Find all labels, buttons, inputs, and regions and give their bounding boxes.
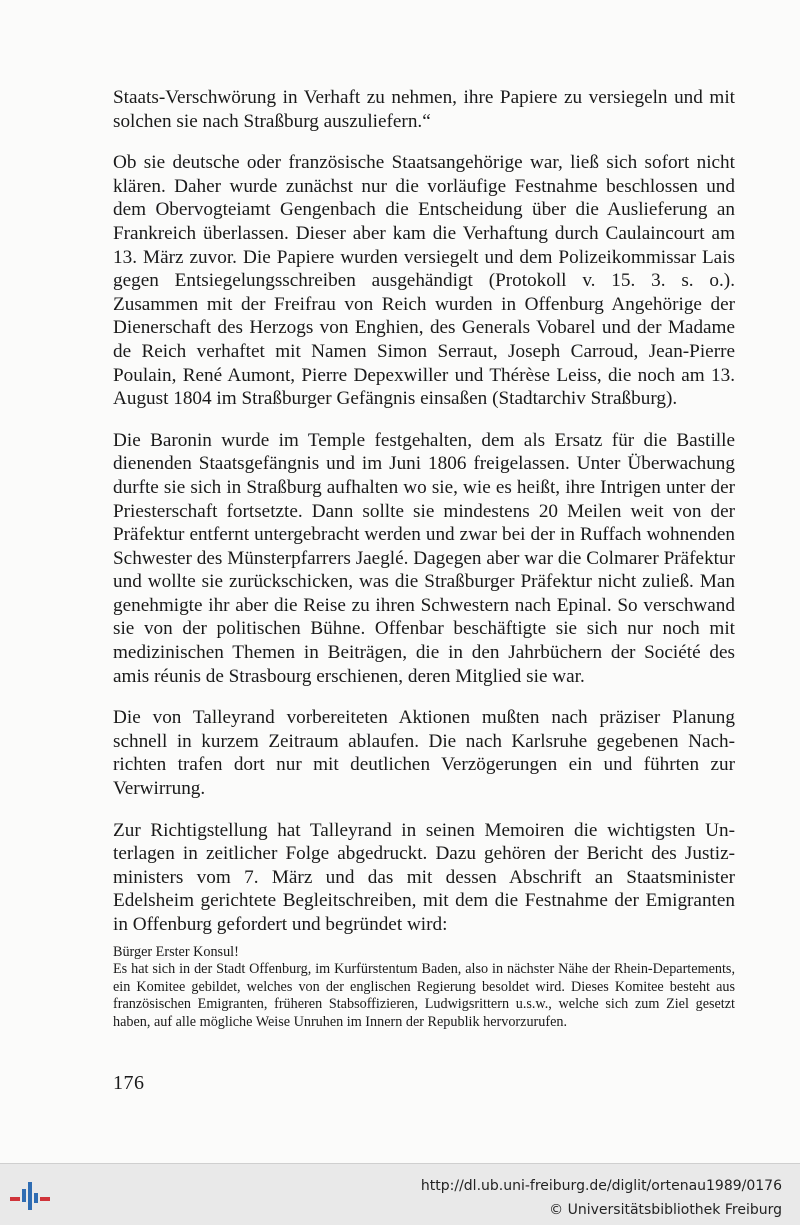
quote-salutation: Bürger Erster Konsul!: [113, 944, 239, 960]
ub-freiburg-logo-icon[interactable]: [8, 1178, 52, 1214]
quote-text: Es hat sich in der Stadt Offenburg, im Kurfürstentum Baden, also in nächster Nähe der Rhein-Departements, ein Komitee gebildet, welches von der englischen Regierung besoldet wird. Dieses Komitee besteht aus französischen Emigranten, früheren Stabsoffizieren, Ludwigsrittern u.s.w., welche sich zum Ziel gesetzt haben, auf alle mögliche Weise Unruhen im Innern der Republik hervorzurufen.: [113, 961, 735, 1030]
document-url-link[interactable]: http://dl.ub.uni-freiburg.de/diglit/ortenau1989/0176: [420, 1178, 782, 1194]
block-quote: [113, 944, 735, 1031]
body-text: [113, 86, 735, 955]
footer-bar: [0, 1163, 800, 1225]
paragraph: Die von Talleyrand vorbereiteten Aktionen mußten nach präziser Planung schnell in kurzem Zeitraum ablaufen. Die nach Karlsruhe gegebenen Nachrichten trafen dort nur mit deutlichen Verzögerungen ein und führten zur Verwirrung.: [113, 707, 735, 800]
page-number: 176: [113, 1072, 145, 1094]
paragraph: Die Baronin wurde im Temple festgehalten, dem als Ersatz für die Bastille dienenden Staatsgefängnis und im Juni 1806 freigelassen. Unter Überwachung durfte sie sich in Straßburg aufhalten wo sie, wie es heißt, ihre Intrigen unter der Priesterschaft fortsetzte. Dann sollte sie mindestens 20 Meilen weit von der Präfektur entfernt untergebracht werden und zwar bei der in Ruffach wohnenden Schwester des Münsterpfarrers Jaeglé. Dagegen aber war die Colmarer Präfektur und wollte sie zurückschicken, was die Straßburger Präfektur nicht zuließ. Man genehmigte ihr aber die Reise zu ihren Schwestern nach Epinal. So verschwand sie von der politischen Bühne. Offenbar beschäftigte sie sich nur noch mit medizinischen Themen in Beiträgen, die in den Jahrbüchern der Société des amis réunis de Strasbourg erschienen, deren Mitglied sie war.: [113, 429, 735, 687]
copyright-notice: © Universitätsbibliothek Freiburg: [549, 1202, 782, 1218]
paragraph: Staats-Verschwörung in Verhaft zu nehmen, ihre Papiere zu versiegeln und mit solchen sie nach Straßburg auszuliefern.“: [113, 87, 735, 132]
paragraph: Zur Richtigstellung hat Talleyrand in seinen Memoiren die wichtigsten Unterlagen in zeitlicher Folge abgedruckt. Dazu gehören der Bericht des Justizministers vom 7. März und das mit dessen Abschrift an Staatsminister Edelsheim gerichtete Begleitschreiben, mit dem die Festnahme der Emigranten in Offenburg gefordert und begründet wird:: [113, 819, 735, 935]
paragraph: Ob sie deutsche oder französische Staatsangehörige war, ließ sich sofort nicht klären. Daher wurde zunächst nur die vorläufige Festnahme beschlossen und dem Obervogteiamt Gengenbach die Entscheidung über die Auslieferung an Frankreich überlassen. Dieser aber kam die Verhaftung durch Caulaincourt am 13. März zuvor. Die Papiere wurden versiegelt und dem Polizeikommissar Lais gegen Entsiegelungsschreiben ausgehändigt (Protokoll v. 15. 3. s. o.). Zusammen mit der Freifrau von Reich wurden in Offenburg Angehörige der Dienerschaft des Herzogs von Enghien, des Generals Vobarel und der Madame de Reich verhaftet mit Namen Simon Serraut, Joseph Carroud, Jean-Pierre Poulain, René Aumont, Pierre Depexwiller und Thérèse Leiss, die noch am 13. August 1804 im Straßburger Gefängnis einsaßen (Stadtarchiv Straßburg).: [113, 152, 735, 410]
